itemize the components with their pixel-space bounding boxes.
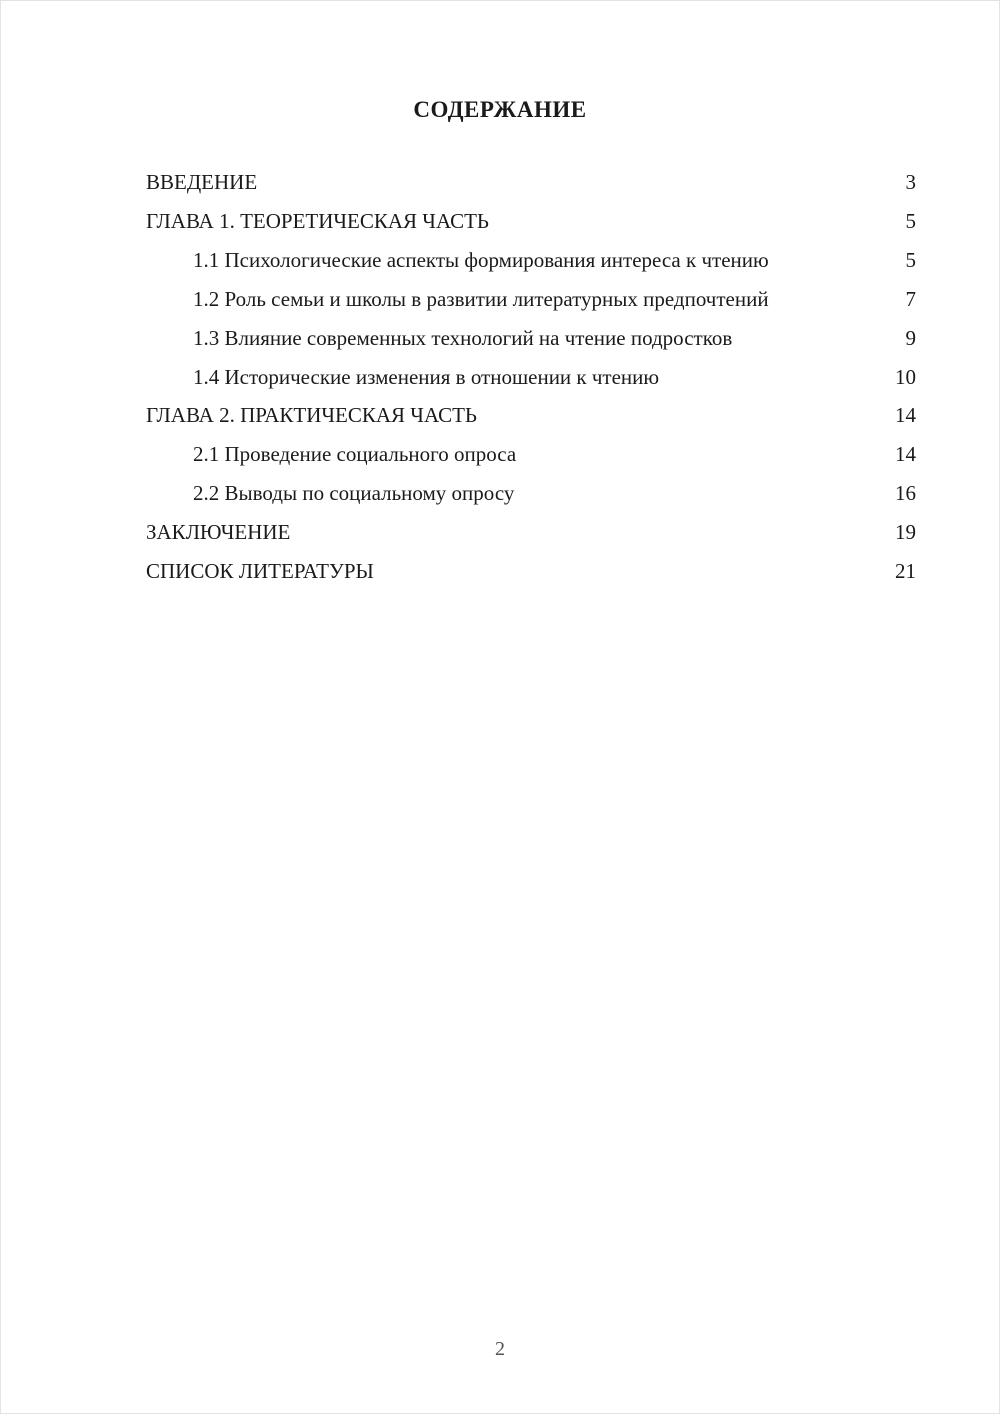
toc-entry-1-2 xyxy=(146,284,916,316)
toc-entry-zaklyuchenie xyxy=(146,517,916,549)
toc-entry-2-2 xyxy=(146,478,916,510)
toc-entry-page: 5 xyxy=(905,247,916,272)
toc-entry-page: 16 xyxy=(895,481,916,506)
toc-entry-page: 3 xyxy=(905,170,916,194)
toc-entry-spisok-literatury xyxy=(146,556,916,588)
toc-entry-1-3 xyxy=(146,323,916,355)
page-number: 2 xyxy=(495,1338,505,1360)
toc-entry-glava-2 xyxy=(146,400,916,432)
toc-entry-page: 5 xyxy=(905,208,916,233)
toc-entry-vvedenie xyxy=(146,167,916,199)
toc-entry-page: 14 xyxy=(895,403,916,428)
table-of-contents xyxy=(1,167,999,588)
toc-entry-label: ГЛАВА 1. ТЕОРЕТИЧЕСКАЯ ЧАСТЬ xyxy=(146,208,489,233)
page-title: СОДЕРЖАНИЕ xyxy=(413,97,587,122)
toc-entry-label: ВВЕДЕНИЕ xyxy=(146,170,258,194)
toc-entry-label: ЗАКЛЮЧЕНИЕ xyxy=(146,520,291,545)
toc-entry-label: 1.3 Влияние современных технологий на чтение подростков xyxy=(193,325,733,350)
toc-entry-label: СПИСОК ЛИТЕРАТУРЫ xyxy=(146,559,374,584)
toc-entry-page: 14 xyxy=(895,442,916,467)
toc-entry-label: 2.2 Выводы по социальному опросу xyxy=(193,481,515,506)
toc-entry-label: ГЛАВА 2. ПРАКТИЧЕСКАЯ ЧАСТЬ xyxy=(146,403,477,428)
toc-entry-glava-1 xyxy=(146,206,916,238)
toc-entry-2-1 xyxy=(146,439,916,471)
toc-entry-page: 19 xyxy=(895,520,916,545)
toc-entry-label: 1.4 Исторические изменения в отношении к чтению xyxy=(193,364,660,389)
toc-entry-label: 1.1 Психологические аспекты формирования интереса к чтению xyxy=(193,247,769,272)
toc-entry-page: 21 xyxy=(895,559,916,584)
toc-entry-page: 10 xyxy=(895,364,916,389)
toc-entry-1-1 xyxy=(146,245,916,277)
toc-entry-page: 7 xyxy=(905,286,916,311)
toc-entry-1-4 xyxy=(146,362,916,394)
toc-entry-label: 2.1 Проведение социального опроса xyxy=(193,442,517,467)
toc-entry-page: 9 xyxy=(905,325,916,350)
toc-entry-label: 1.2 Роль семьи и школы в развитии литературных предпочтений xyxy=(193,286,769,311)
